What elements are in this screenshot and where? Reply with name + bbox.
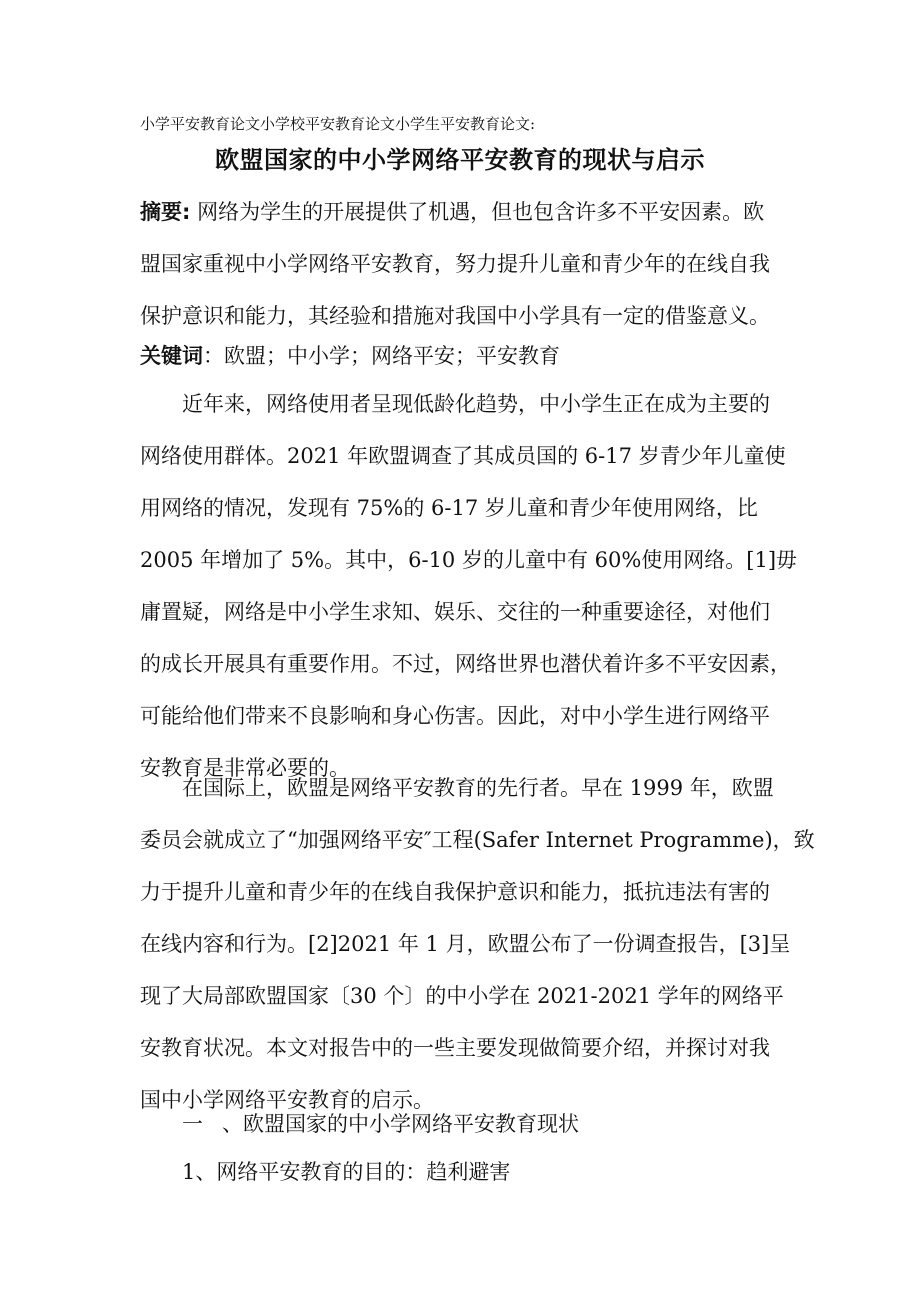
paragraph-line: 可能给他们带来不良影响和身心伤害。因此，对中小学生进行网络平 (140, 704, 770, 728)
paragraph-line: 安教育状况。本文对报告中的一些主要发现做简要介绍，并探讨对我 (140, 1036, 770, 1060)
paragraph-line: 国中小学网络平安教育的启示。 (140, 1088, 434, 1112)
subsection-title: 1、网络平安教育的目的：趋利避害 (182, 1160, 511, 1184)
paragraph-line: 在国际上，欧盟是网络平安教育的先行者。早在 1999 年，欧盟 (182, 776, 774, 800)
paragraph-line: 网络使用群体。2021 年欧盟调查了其成员国的 6-17 岁青少年儿童使 (140, 444, 786, 468)
abstract-label: 摘要: (140, 200, 191, 224)
abstract-line: 摘要: 网络为学生的开展提供了机遇，但也包含许多不平安因素。欧 (140, 200, 765, 224)
section-title: 、欧盟国家的中小学网络平安教育现状 (222, 1112, 579, 1136)
section-number: 一 (182, 1112, 203, 1136)
keywords (140, 330, 782, 382)
subsection-heading (140, 1146, 510, 1198)
series-header: 小学平安教育论文小学校平安教育论文小学生平安教育论文: (140, 115, 536, 133)
abstract-line: 保护意识和能力，其经验和措施对我国中小学具有一定的借鉴意义。 (140, 304, 770, 328)
abstract (140, 186, 782, 342)
paragraph-eu-background (140, 762, 815, 1126)
abstract-line: 盟国家重视中小学网络平安教育，努力提升儿童和青少年的在线自我 (140, 252, 770, 276)
paragraph-line: 委员会就成立了“加强网络平安″工程(Safer Internet Programme)，致 (140, 828, 815, 852)
keywords-text: ：欧盟；中小学；网络平安；平安教育 (203, 344, 560, 368)
paragraph-line: 在线内容和行为。[2]2021 年 1 月，欧盟公布了一份调查报告，[3]呈 (140, 932, 791, 956)
paragraph-line: 现了大局部欧盟国家〔30 个〕的中小学在 2021-2021 学年的网络平 (140, 984, 784, 1008)
paragraph-line: 力于提升儿童和青少年的在线自我保护意识和能力，抵抗违法有害的 (140, 880, 770, 904)
paragraph-line: 安教育是非常必要的。 (140, 756, 350, 780)
document-title: 欧盟国家的中小学网络平安教育的现状与启示 (215, 145, 705, 174)
section-heading (140, 1098, 579, 1150)
paragraph-line: 的成长开展具有重要作用。不过，网络世界也潜伏着许多不平安因素， (140, 652, 791, 676)
paragraph-line: 近年来，网络使用者呈现低龄化趋势，中小学生正在成为主要的 (182, 392, 770, 416)
keywords-label: 关键词 (140, 344, 203, 368)
paragraph-line: 2005 年增加了 5%。其中，6-10 岁的儿童中有 60%使用网络。[1]毋 (140, 548, 798, 572)
paragraph-intro (140, 378, 798, 794)
paragraph-line: 用网络的情况，发现有 75%的 6-17 岁儿童和青少年使用网络，比 (140, 496, 758, 520)
paragraph-line: 庸置疑，网络是中小学生求知、娱乐、交往的一种重要途径，对他们 (140, 600, 770, 624)
